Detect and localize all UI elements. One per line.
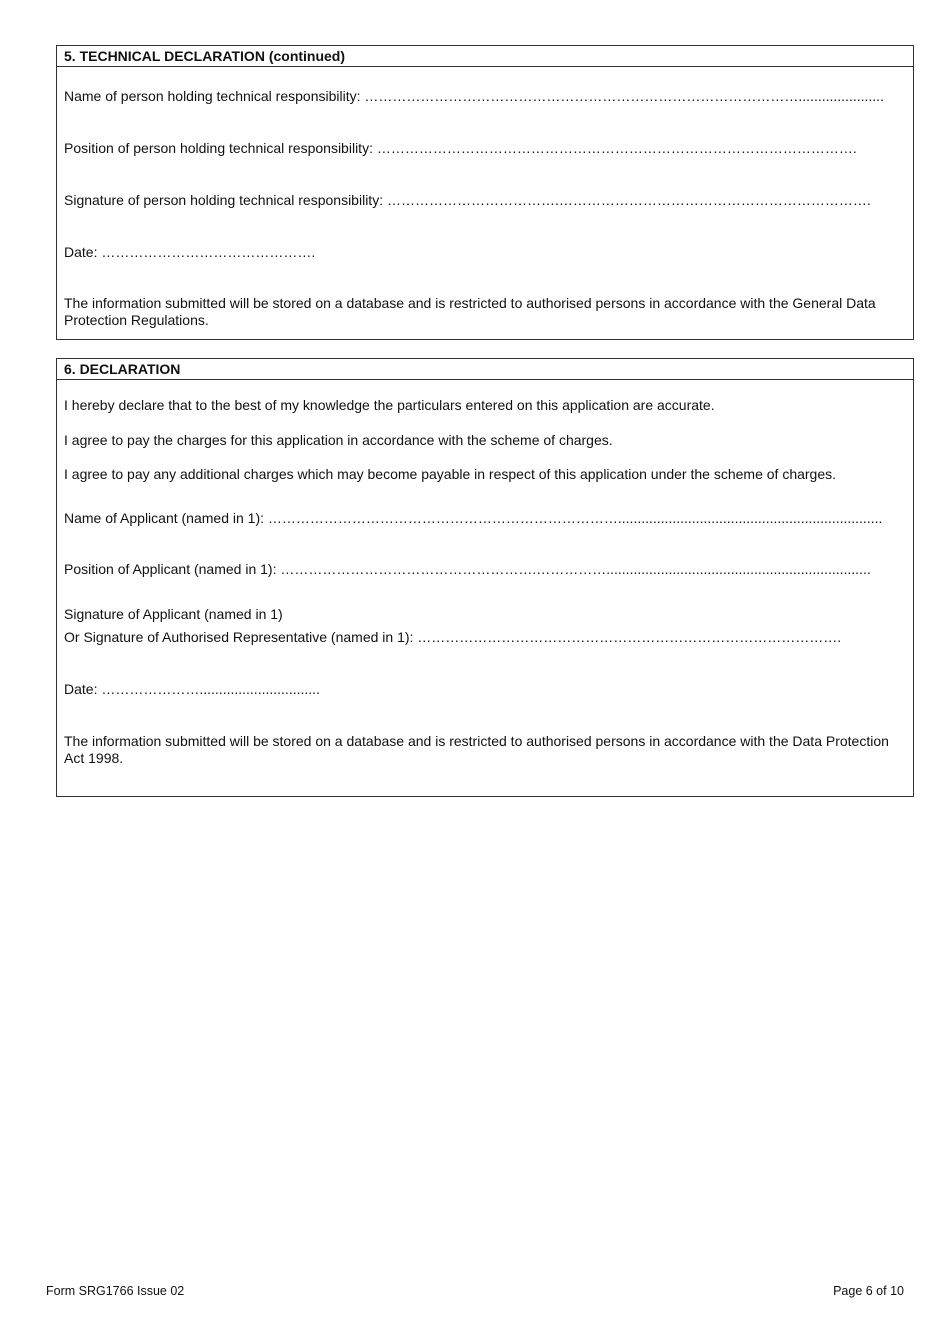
technical-signature-field[interactable]: Signature of person holding technical responsibility: ……………………………….…………………………………………………………. xyxy=(64,192,871,208)
declaration-heading: 6. DECLARATION xyxy=(57,359,913,380)
representative-signature-field[interactable]: Or Signature of Authorised Representative (named in 1): ………………………………………………………………………………. xyxy=(64,629,842,645)
declaration-statement-additional-charges: I agree to pay any additional charges which may become payable in respect of this application under the scheme of charges. xyxy=(64,466,837,482)
applicant-signature-label: Signature of Applicant (named in 1) xyxy=(64,606,283,622)
technical-position-field[interactable]: Position of person holding technical responsibility: …………………………………………………………………………………………. xyxy=(64,140,857,156)
technical-name-field[interactable]: Name of person holding technical responsibility: …………………………………………………………………………………...................... xyxy=(64,88,884,104)
declaration-date-field[interactable]: Date: …………………............................... xyxy=(64,681,320,697)
applicant-position-field[interactable]: Position of Applicant (named in 1): ……………………………………………….…………….................................................................... xyxy=(64,561,871,577)
page-number: Page 6 of 10 xyxy=(833,1284,904,1298)
declaration-privacy-notice: The information submitted will be stored on a database and is restricted to authorised persons in accordance with the Data Protection Act 1998. xyxy=(64,733,889,766)
technical-declaration-heading: 5. TECHNICAL DECLARATION (continued) xyxy=(57,46,913,67)
form-identifier: Form SRG1766 Issue 02 xyxy=(46,1284,185,1298)
technical-declaration-section xyxy=(56,45,914,340)
technical-date-field[interactable]: Date: ………………………………………. xyxy=(64,244,316,260)
technical-privacy-notice: The information submitted will be stored on a database and is restricted to authorised persons in accordance with the General Data Protection Regulations. xyxy=(64,295,876,328)
applicant-name-field[interactable]: Name of Applicant (named in 1): ………………………………………………………………….................................................................... xyxy=(64,510,883,526)
declaration-statement-accuracy: I hereby declare that to the best of my knowledge the particulars entered on this application are accurate. xyxy=(64,397,715,413)
declaration-section xyxy=(56,358,914,797)
declaration-statement-charges: I agree to pay the charges for this application in accordance with the scheme of charges. xyxy=(64,432,613,448)
